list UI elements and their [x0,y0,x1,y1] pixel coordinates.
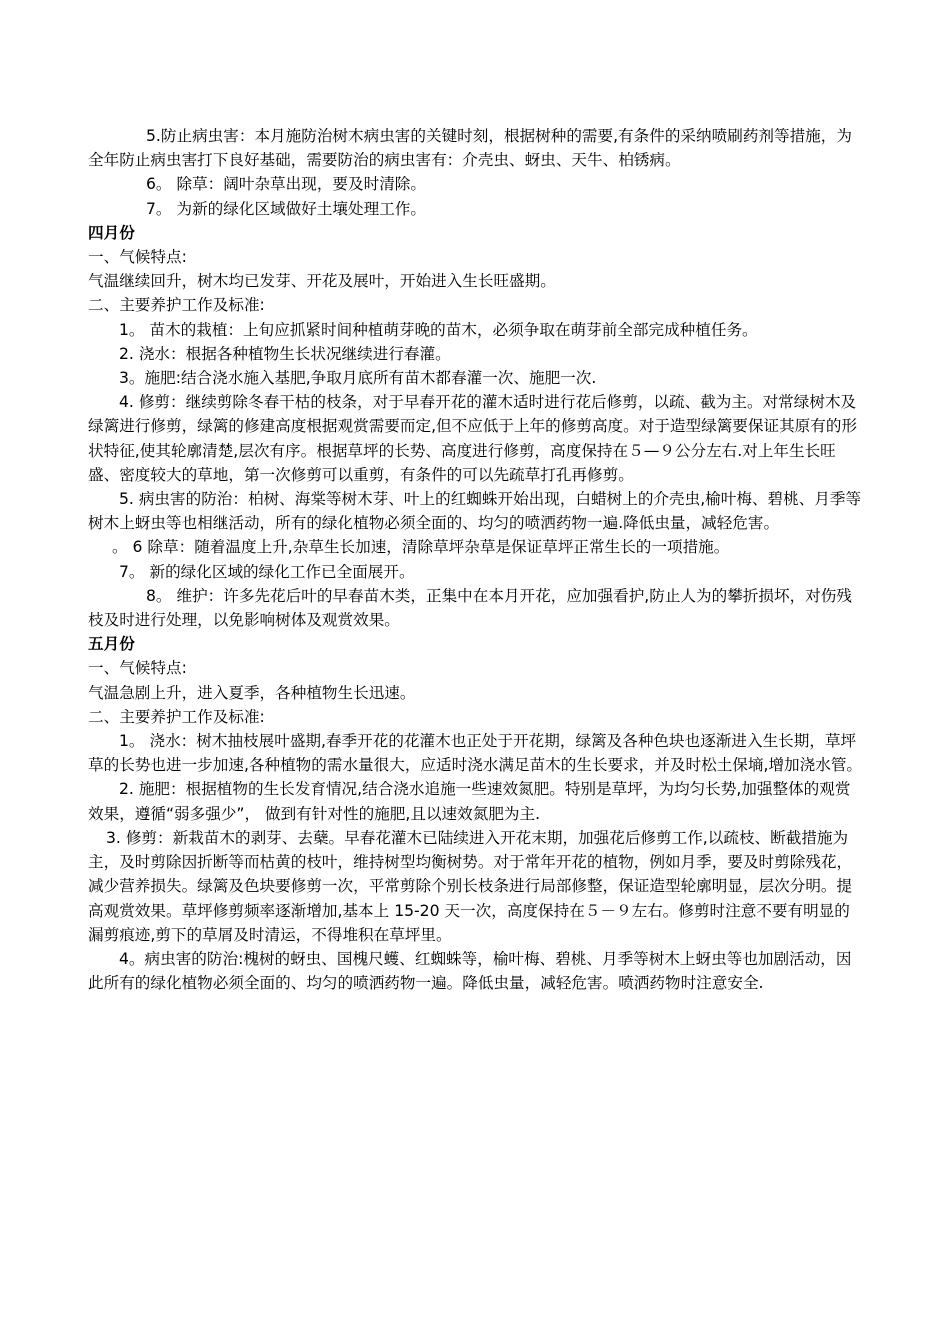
april-climate-label: 一、气候特点: [88,248,187,267]
april-item-7: 7。 新的绿化区域的绿化工作已全面展开。 [119,562,415,581]
may-climate-label: 一、气候特点: [88,659,187,678]
document-page [88,124,864,995]
april-item-4: 4. 修剪：继续剪除冬春干枯的枝条，对于早春开花的灌木适时进行花后修剪，以疏、截为主。对常绿树木及绿篱进行修剪，绿篱的修建高度根据观赏需要而定,但不应低于上年的修剪高度。对于造型绿篱要保证其原有的形状特征,使其轮廓清楚,层次有序。根据草坪的长势、高度进行修剪，高度保持在５—９公分左右.对上年生长旺盛、密度较大的草地，第一次修剪可以重剪，有条件的可以先疏草打孔再修剪。 [88,393,858,484]
may-heading: 五月份 [88,635,135,654]
april-climate-text: 气温继续回升，树木均已发芽、开花及展叶，开始进入生长旺盛期。 [88,272,556,291]
april-item-3: 3。施肥:结合浇水施入基肥,争取月底所有苗木都春灌一次、施肥一次. [119,369,597,388]
april-item-8: 8。 维护：许多先花后叶的早春苗木类，正集中在本月开花，应加强看护,防止人为的攀折损坏，对伤残枝及时进行处理，以免影响树体及观赏效果。 [88,586,852,630]
may-climate-text: 气温急剧上升，进入夏季，各种植物生长迅速。 [88,683,416,702]
april-item-5: 5. 病虫害的防治：柏树、海棠等树木芽、叶上的红蜘蛛开始出现，白蜡树上的介壳虫,榆叶梅、碧桃、月季等树木上蚜虫等也相继活动，所有的绿化植物必须全面的、均匀的喷洒药物一遍.降低虫量，减轻危害。 [88,490,862,533]
april-heading: 四月份 [88,223,135,242]
april-item-6: 。 6 除草：随着温度上升,杂草生长加速，清除草坪杂草是保证草坪正常生长的一项措施。 [112,538,730,557]
may-work-label: 二、主要养护工作及标准: [88,707,265,726]
may-item-3: 3. 修剪：新栽苗木的剥芽、去蘖。早春花灌木已陆续进入开花末期，加强花后修剪工作,以疏枝、断截措施为主，及时剪除因折断等而枯黄的枝叶，维持树型均衡树势。对于常年开花的植物，例如月季，要及时剪除残花，减少营养损失。绿篱及色块要修剪一次，平常剪除个别长枝条进行局部修整，保证造型轮廓明显，层次分明。提高观赏效果。草坪修剪频率逐渐增加,基本上 15-20 天一次，高度保持在５－９左右。修剪时注意不要有明显的漏剪痕迹,剪下的草屑及时清运，不得堆积在草坪里。 [88,828,853,944]
may-item-2: 2. 施肥：根据植物的生长发育情况,结合浇水追施一些速效氮肥。特别是草坪，为均匀长势,加强整体的观赏效果，遵循“弱多强少”， 做到有针对性的施肥,且以速效氮肥为主. [88,780,851,823]
march-item-7: 7。 为新的绿化区域做好土壤处理工作。 [146,199,426,218]
may-item-1: 1。 浇水：树木抽枝展叶盛期,春季开花的花灌木也正处于开花期，绿篱及各种色块也逐渐进入生长期，草坪草的长势也进一步加速,各种植物的需水量很大，应适时浇水满足苗木的生长要求，并及时松土保墒,增加浇水管。 [88,732,863,775]
march-item-6: 6。 除草：阔叶杂草出现，要及时清除。 [146,175,426,194]
april-work-label: 二、主要养护工作及标准: [88,296,265,315]
may-item-4: 4。病虫害的防治:槐树的蚜虫、国槐尺蠖、红蜘蛛等，榆叶梅、碧桃、月季等树木上蚜虫等也加剧活动，因此所有的绿化植物必须全面的、均匀的喷洒药物一遍。降低虫量，减轻危害。喷洒药物时注意安全. [88,949,852,993]
march-item-5: 5.防止病虫害：本月施防治树木病虫害的关键时刻，根据树种的需要,有条件的采纳喷刷药剂等措施，为全年防止病虫害打下良好基础，需要防治的病虫害有：介壳虫、蚜虫、天牛、柏锈病。 [88,127,852,170]
april-item-1: 1。 苗木的栽植：上旬应抓紧时间种植萌芽晚的苗木，必须争取在萌芽前全部完成种植任务。 [119,320,758,339]
april-item-2: 2. 浇水：根据各种植物生长状况继续进行春灌。 [119,344,451,363]
